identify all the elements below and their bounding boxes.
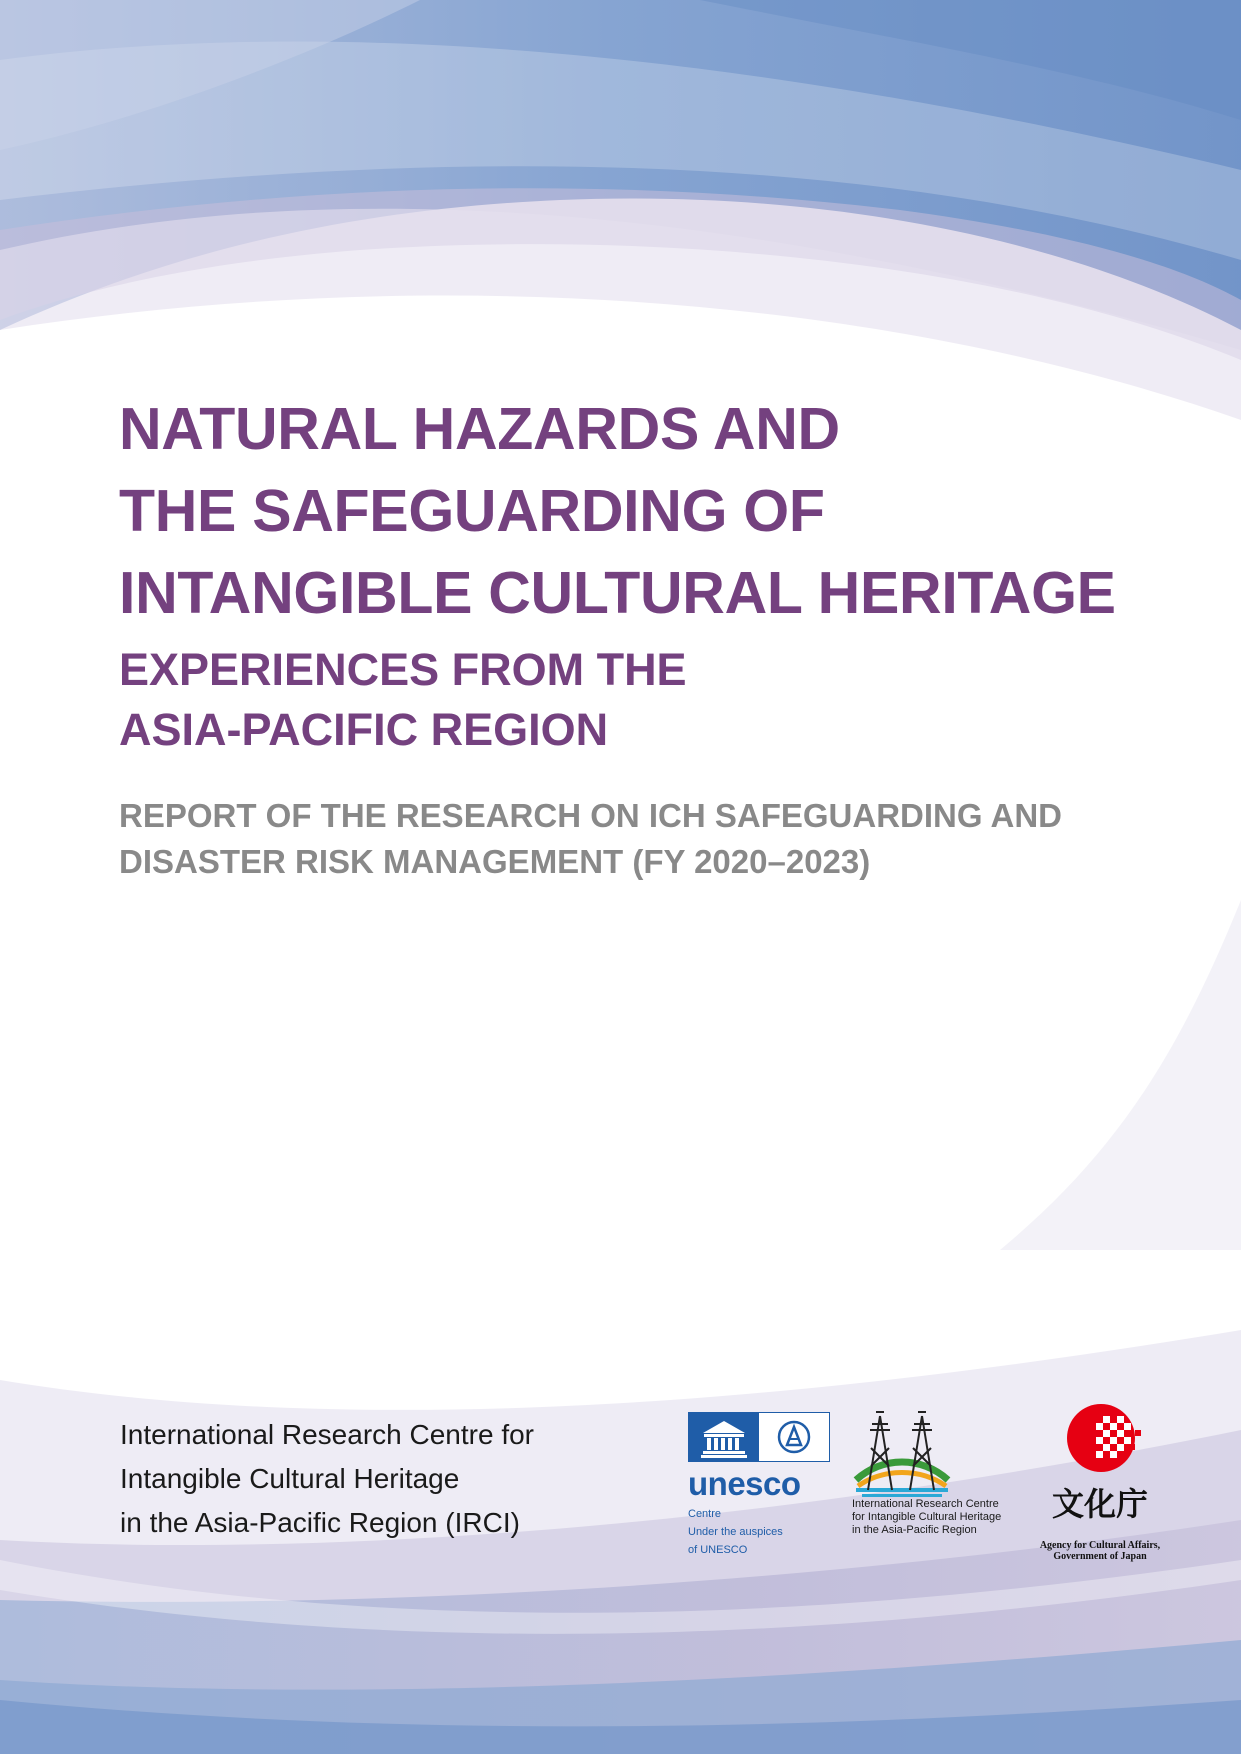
irci-caption-2: for Intangible Cultural Heritage: [852, 1511, 1002, 1523]
subtitle-line-2: ASIA-PACIFIC REGION: [119, 704, 609, 755]
unesco-caption-2: Under the auspices: [688, 1526, 783, 1538]
title-line-2: THE SAFEGUARDING OF: [119, 478, 825, 544]
subtitle: [119, 640, 687, 760]
title-line-3: INTANGIBLE CULTURAL HERITAGE: [119, 560, 1116, 626]
publisher-line-3: in the Asia-Pacific Region (IRCI): [120, 1507, 520, 1538]
unesco-emblem: [688, 1412, 830, 1462]
bunka-logo: [1025, 1400, 1185, 1562]
unesco-caption-3: of UNESCO: [688, 1544, 748, 1556]
publisher-line-2: Intangible Cultural Heritage: [120, 1463, 460, 1494]
bunka-caption-1: Agency for Cultural Affairs,: [1039, 1540, 1161, 1551]
subtitle-line-1: EXPERIENCES FROM THE: [119, 644, 687, 695]
report-line-2: DISASTER RISK MANAGEMENT (FY 2020–2023): [119, 843, 871, 880]
irci-caption-1: International Research Centre: [852, 1498, 999, 1510]
unesco-wordmark: unesco: [688, 1465, 801, 1502]
irci-towers-icon: [852, 1408, 952, 1498]
report-description: [119, 793, 1062, 885]
unesco-caption-1: Centre: [688, 1508, 722, 1520]
unesco-temple-icon: [689, 1413, 759, 1461]
publisher-line-1: International Research Centre for: [120, 1419, 534, 1450]
bunka-caption-2: Government of Japan: [1053, 1551, 1147, 1562]
irci-logo: [852, 1408, 1027, 1537]
unesco-logo: [688, 1412, 833, 1557]
report-line-1: REPORT OF THE RESEARCH ON ICH SAFEGUARDING AND: [119, 797, 1062, 834]
bunka-characters: 文化庁: [1051, 1485, 1149, 1523]
title-line-1: NATURAL HAZARDS AND: [119, 396, 840, 462]
irci-caption-3: in the Asia-Pacific Region: [852, 1524, 977, 1536]
bunka-emblem-icon: [1025, 1400, 1175, 1540]
main-title: [119, 388, 1116, 634]
irci-emblem-icon: [759, 1413, 829, 1461]
publisher-name: [120, 1413, 534, 1545]
